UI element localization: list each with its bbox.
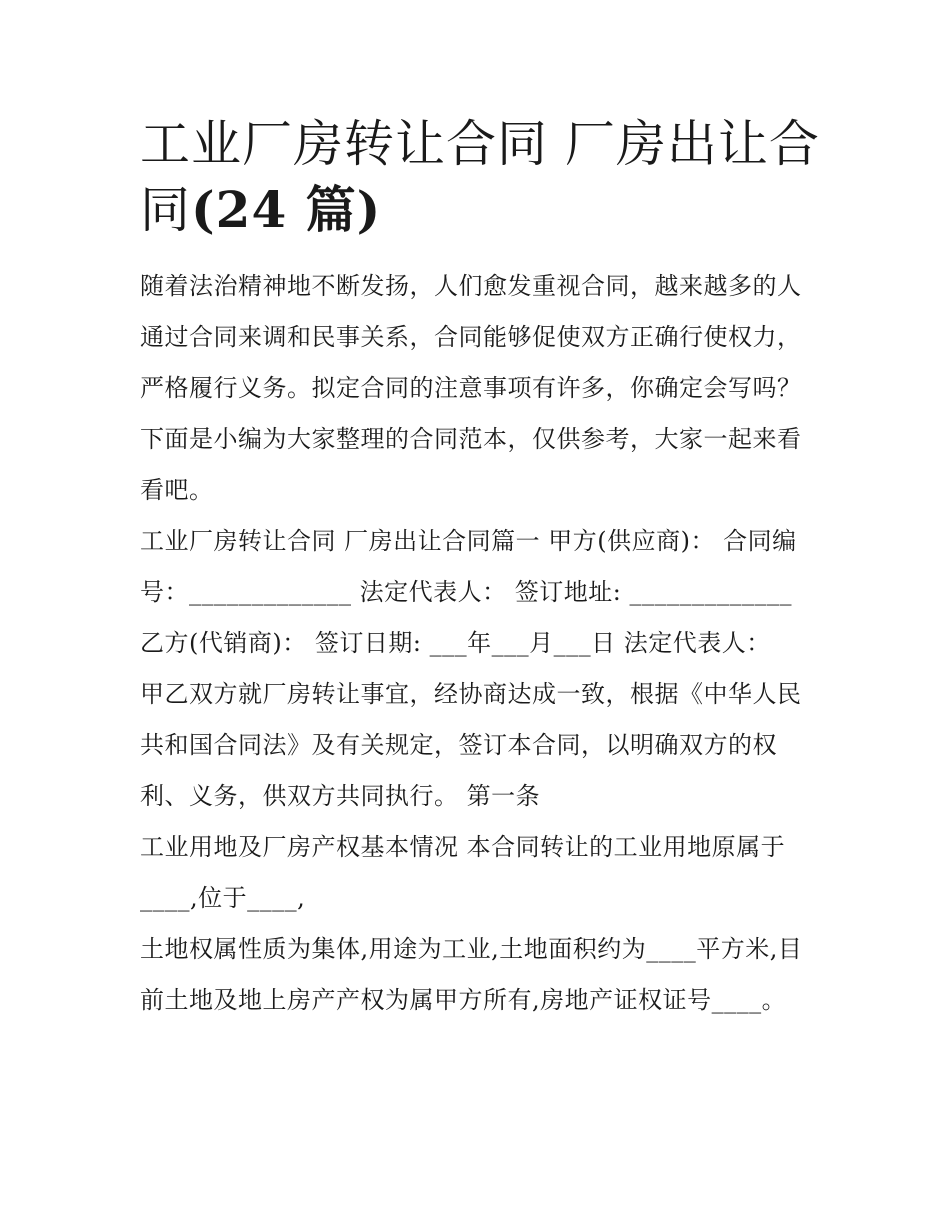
agreement-paragraph: 甲乙双方就厂房转让事宜，经协商达成一致，根据《中华人民共和国合同法》及有关规定，签订本合同，以明确双方的权利、义务，供双方共同执行。 第一条 [140,680,802,810]
title-line-2-prefix: 同 [140,181,191,239]
title-count: (24 [191,180,288,239]
contract-header-paragraph: 工业厂房转让合同 厂房出让合同篇一 甲方(供应商)： 合同编号：_____________ 法定代表人： 签订地址: _____________ 乙方(代销商)： 签订日期: ___年___月___日 法定代表人： [140,527,797,657]
title-line-1: 工业厂房转让合同 厂房出让合 [140,115,820,173]
title-line-2-suffix: 篇) [287,180,382,239]
document-page [140,112,820,1026]
document-title [140,112,820,243]
land-ownership-paragraph: 土地权属性质为集体,用途为工业,土地面积约为____平方米,目前土地及地上房产产权为属甲方所有,房地产证权证号____。 [140,935,803,1014]
intro-paragraph: 随着法治精神地不断发扬，人们愈发重视合同，越来越多的人通过合同来调和民事关系，合同能够促使双方正确行使权力，严格履行义务。拟定合同的注意事项有许多，你确定会写吗？下面是小编为大家整理的合同范本，仅供参考，大家一起来看看吧。 [140,272,802,504]
land-info-paragraph: 工业用地及厂房产权基本情况 本合同转让的工业用地原属于____,位于____, [140,833,786,912]
